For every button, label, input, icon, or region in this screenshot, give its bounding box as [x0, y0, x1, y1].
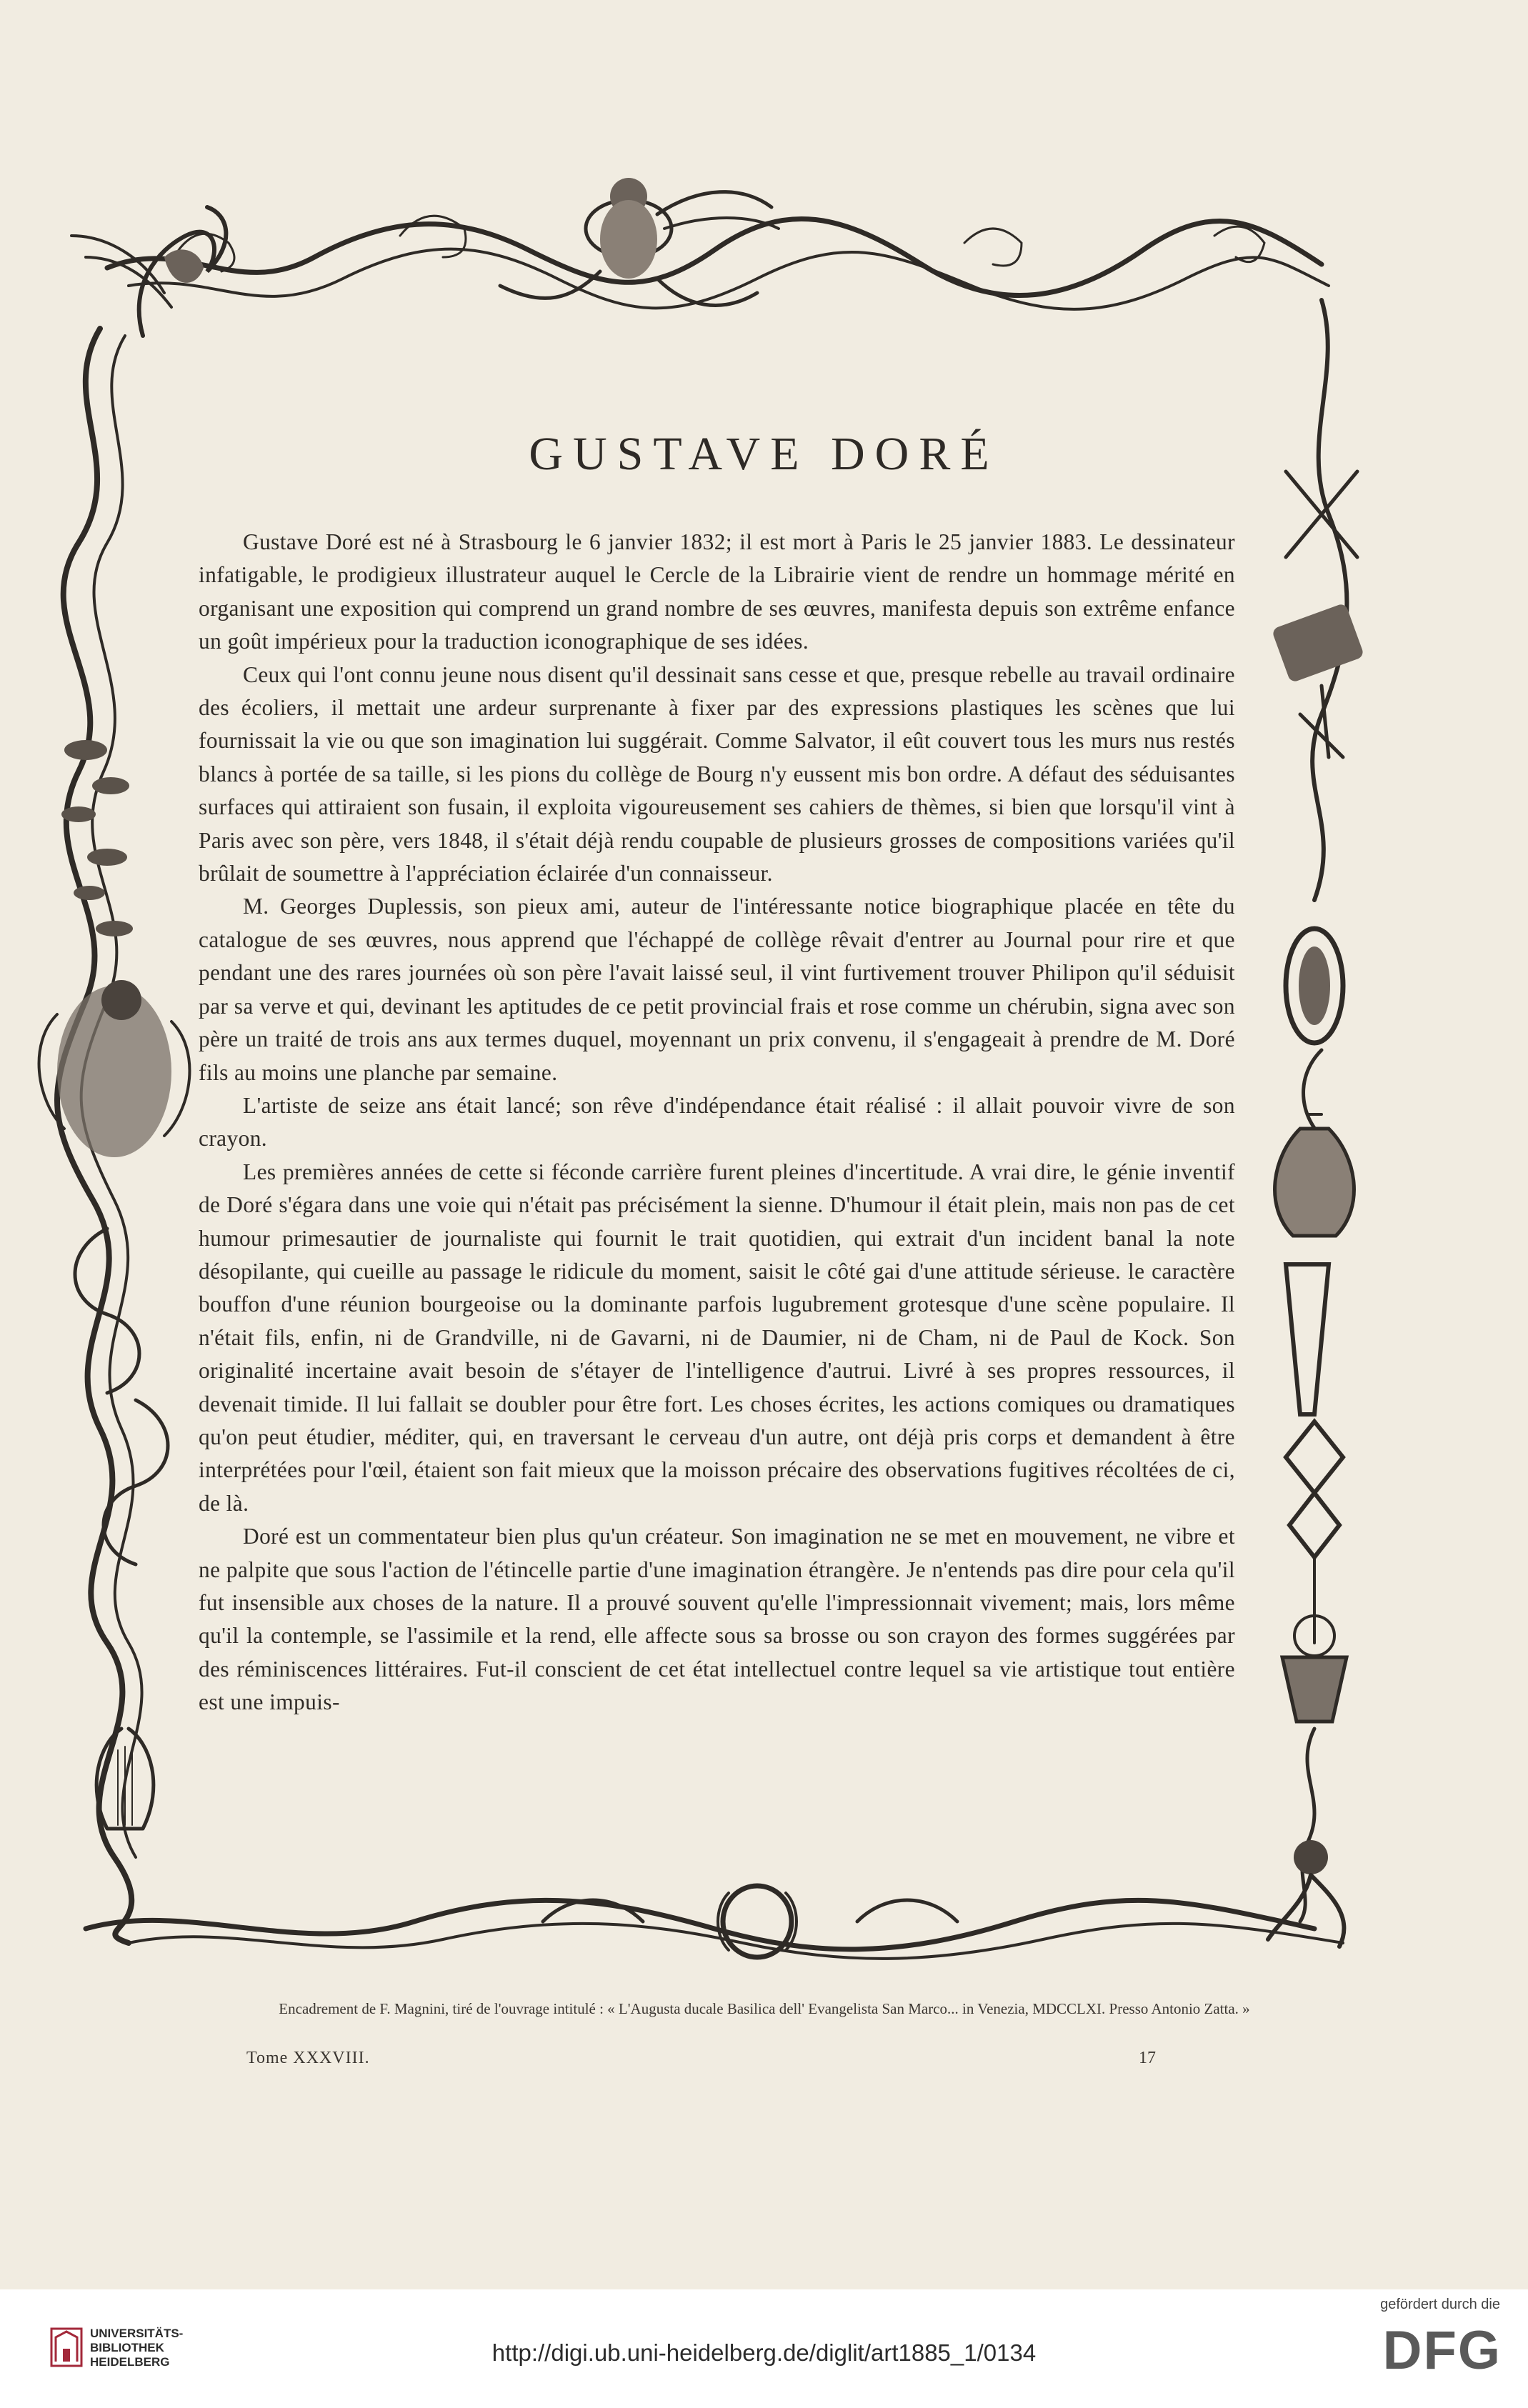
left-leaf-cluster	[61, 740, 133, 936]
siren-ornament	[1268, 1840, 1344, 1947]
eagle-ornament	[71, 207, 226, 336]
paragraph: L'artiste de seize ans était lancé; son rêve d'indépendance était réalisé : il allait pouvoir vivre de son crayon.	[199, 1092, 1235, 1151]
medallion-ornament	[1286, 929, 1343, 1043]
paragraph: Doré est un commentateur bien plus qu'un créateur. Son imagination ne se met en mouvement, ne vibre et ne palpite que sous l'action de l'étincelle partie d'une imagination étrangère. Je n'entends pas dire pour cela qu'il fut insensible aux choses de la nature. Il a prouvé souvent qu'elle l'impressionnait vivement; mais, lors même qu'il la contemple, se l'assimile et la rend, elle affecte sous sa brosse ou son crayon des formes suggérées par des réminiscences littéraires. Fut-il conscient de cet état intellectuel contre lequel sa vie artistique tout entière est une impuis-	[199, 1524, 1235, 1715]
frame-caption: Encadrement de F. Magnini, tiré de l'ouvrage intitulé : « L'Augusta ducale Basilica dell' Evangelista San Marco... in Venezia, MDCCLXI. Presso Antonio Zatta. »	[279, 2000, 1250, 2017]
paragraph: Les premières années de cette si féconde carrière furent pleines d'incertitude. A vrai dire, le génie inventif de Doré s'égara dans une voie qui n'était pas précisément la sienne. D'humour il était plein, mais non pas de cet humour primesautier de journaliste qui fournit le trait quotidien, qui extrait d'un incident banal la note désopilante, qui cueille au passage le ridicule du moment, saisit le côté gai d'une attitude sérieuse. le caractère bouffon d'une réunion bourgeoise ou la dominante parfois lugubrement grotesque d'une scène populaire. Il n'était fils, enfin, ni de Grandville, ni de Gavarni, ni de Daumier, ni de Cham, ni de Paul de Kock. Son originalité incertaine avait besoin de s'étayer de l'intelligence d'autrui. Livré à ses propres ressources, il devenait timide. Il lui fallait se doubler pour être fort. Les choses écrites, les actions comiques ou dramatiques qu'on peut étudier, méditer, qui, en traversant le cerveau d'un autre, ont déjà pris corps et demandent à être interprétées pour l'œil, étaient son fait mieux que la moisson précaire des observations fugitives récoltées de ci, de là.	[199, 1159, 1235, 1516]
library-name-line: BIBLIOTHEK	[90, 2341, 164, 2354]
page-number: 17	[1139, 2049, 1156, 2067]
page-title: GUSTAVE DORÉ	[529, 428, 999, 480]
paragraph: M. Georges Duplessis, son pieux ami, auteur de l'intéressante notice biographique placée en tête du catalogue de ses œuvres, nous apprend que l'échappé de collège rêvait d'entrer au Journal pour rire et que pendant une des rares journées où son père l'avait laissé seul, il vint furtivement trouver Philipon qu'il séduisit par sa verve et qui, devinant les aptitudes de ce petit provincial frais et rose comme un chérubin, signa avec son père un traité de trois ans aux termes duquel, moyennant un prix convenu, il s'engageait à prendre de M. Doré fils au moins une planche par semaine.	[199, 894, 1235, 1085]
library-name-line: HEIDELBERG	[90, 2355, 170, 2369]
funding-label: gefördert durch die	[1380, 2297, 1500, 2312]
right-border-vine	[1312, 300, 1347, 900]
cherub-ornament	[500, 178, 779, 305]
top-border-scroll	[107, 219, 1322, 295]
diamond-chain-ornament	[1286, 1422, 1343, 1643]
vase-ornament	[1275, 1114, 1354, 1236]
paragraph: Gustave Doré est né à Strasbourg le 6 janvier 1832; il est mort à Paris le 25 janvier 1883. Le dessinateur infatigable, le prodigieux illustrateur auquel le Cercle de la Librairie vient de rendre un hommage mérité en organisant une exposition qui comprend un grand nombre de ses œuvres, manifesta depuis son extrême enfance un goût impérieux pour la traduction iconographique de ses idées.	[199, 529, 1235, 654]
library-name-line: UNIVERSITÄTS-	[90, 2327, 184, 2340]
dfg-logo: DFG	[1382, 2320, 1502, 2381]
trophy-ornament	[1272, 471, 1365, 757]
article-body	[199, 526, 1235, 1719]
source-url-link[interactable]: http://digi.ub.uni-heidelberg.de/diglit/art1885_1/0134	[491, 2339, 1037, 2366]
digitization-footer	[0, 2289, 1528, 2408]
paragraph: Ceux qui l'ont connu jeune nous disent qu'il dessinait sans cesse et que, presque rebelle au travail ordinaire des écoliers, il mettait une ardeur surprenante à fixer par des expressions plastiques les scènes que lui fournissait la vie ou que son imagination lui suggérait. Comme Salvator, il eût couvert tous les murs nus restés blancs à portée de sa taille, si les pions du collège de Bourg n'y eussent mis bon ordre. A défaut des séduisantes surfaces qui attiraient son fusain, il exploita vigoureusement ses cahiers de thèmes, si bien que lorsqu'il vint à Paris avec son père, vers 1848, il s'était déjà rendu coupable de plusieurs grosses de compositions variées qu'il brûlait de soumettre à l'appréciation éclairée d'un connaisseur.	[199, 661, 1235, 886]
volume-label: Tome XXXVIII.	[246, 2049, 370, 2067]
